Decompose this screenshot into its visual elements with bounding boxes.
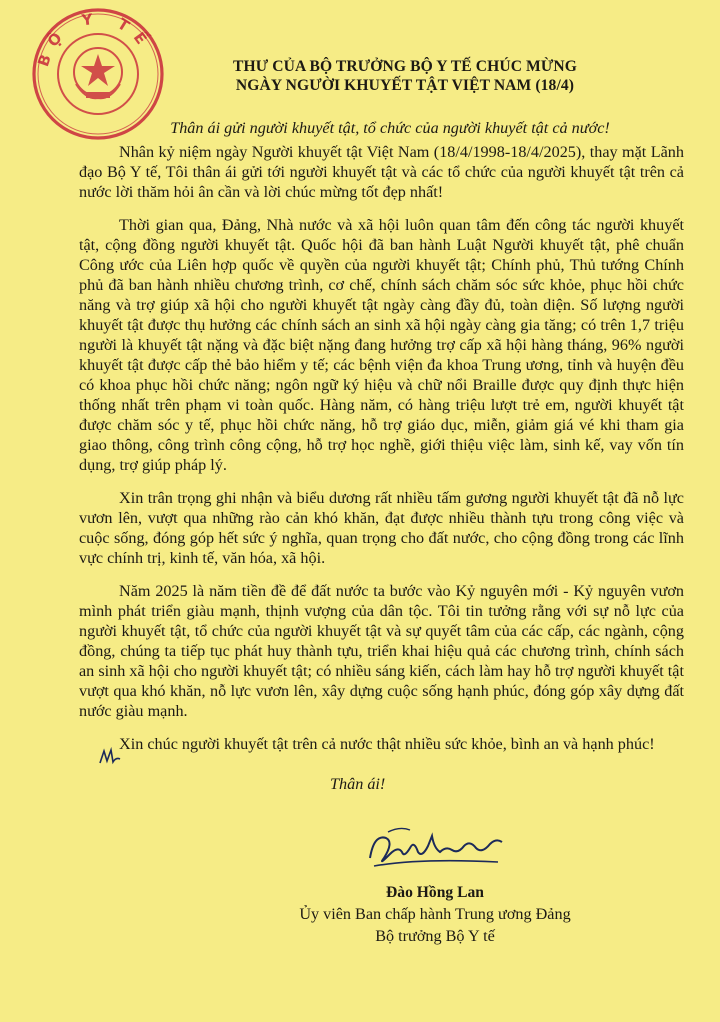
salutation: Thân ái gửi người khuyết tật, tổ chức của người khuyết tật cả nước! [170, 119, 610, 137]
signer-title: Ủy viên Ban chấp hành Trung ương Đảng [299, 905, 571, 923]
seal-text: BỘ Y TẾ [34, 9, 156, 69]
heading-line-1: THƯ CỦA BỘ TRƯỞNG BỘ Y TẾ CHÚC MỪNG [233, 58, 577, 75]
paragraph-3: Xin trân trọng ghi nhận và biểu dương rất nhiều tấm gương người khuyết tật đã nỗ lực vươn lên, vượt qua những rào cản khó khăn, đạt được nhiều thành tựu trong công việc và cuộc sống, đóng góp hết sức ý nghĩa, quan trọng cho đất nước, cho cộng đồng trong các lĩnh vực chính trị, kinh tế, văn hóa, xã hội. [79, 489, 684, 567]
emblem-icon [74, 48, 122, 98]
letter-heading [170, 57, 640, 95]
closing-greeting: Thân ái! [330, 775, 386, 793]
signer-name: Đào Hồng Lan [386, 884, 484, 901]
initials-mark [98, 747, 122, 767]
signer-position: Bộ trưởng Bộ Y tế [375, 927, 495, 945]
paragraph-1: Nhân kỷ niệm ngày Người khuyết tật Việt Nam (18/4/1998-18/4/2025), thay mặt Lãnh đạo Bộ Y tế, Tôi thân ái gửi tới người khuyết tật và các tổ chức của người khuyết tật trên cả nước lời thăm hỏi ân cần và lời chúc mừng tốt đẹp nhất! [79, 143, 684, 201]
heading-line-2: NGÀY NGƯỜI KHUYẾT TẬT VIỆT NAM (18/4) [235, 77, 575, 94]
paragraph-4: Năm 2025 là năm tiền đề để đất nước ta bước vào Kỷ nguyên mới - Kỷ nguyên vươn mình phát triển giàu mạnh, thịnh vượng của dân tộc. Tôi tin tưởng rằng với sự nỗ lực của người khuyết tật, tổ chức của người khuyết tật và sự quyết tâm của các cấp, các ngành, cộng đồng, chúng ta tiếp tục phát huy thành tựu, triển khai hiệu quả các chương trình, chính sách an sinh xã hội cho người khuyết tật; có nhiều sáng kiến, cách làm hay hỗ trợ người khuyết tật vượt qua khó khăn, nỗ lực vươn lên, xây dựng cuộc sống hạnh phúc, đóng góp xây dựng đất nước giàu mạnh. [79, 582, 684, 720]
paragraph-5: Xin chúc người khuyết tật trên cả nước thật nhiều sức khỏe, bình an và hạnh phúc! [119, 735, 655, 753]
handwritten-signature [360, 818, 510, 880]
paragraph-2: Thời gian qua, Đảng, Nhà nước và xã hội luôn quan tâm đến công tác người khuyết tật, cộng đồng người khuyết tật. Quốc hội đã ban hành Luật Người khuyết tật, phê chuẩn Công ước của Liên hợp quốc về quyền của người khuyết tật; Chính phủ, Thủ tướng Chính phủ đã ban hành nhiều chương trình, cơ chế, chính sách chăm sóc sức khỏe, phục hồi chức năng và trợ giúp xã hội cho người khuyết tật ngày càng đầy đủ, toàn diện. Số lượng người khuyết tật được thụ hưởng các chính sách an sinh xã hội ngày càng gia tăng; có trên 1,7 triệu người là khuyết tật nặng và đặc biệt nặng đang hưởng trợ cấp xã hội hàng tháng, 96% người khuyết tật được cấp thẻ bảo hiểm y tế; các bệnh viện đa khoa Trung ương, tỉnh và huyện đều có khoa phục hồi chức năng; ngôn ngữ ký hiệu và chữ nổi Braille được quy định thực hiện thống nhất trên phạm vi toàn quốc. Hàng năm, có hàng triệu lượt trẻ em, người khuyết tật được chăm sóc y tế, phục hồi chức năng, hỗ trợ giáo dục, miễn, giảm giá vé khi tham gia giao thông, công trình công cộng, hỗ trợ học nghề, giới thiệu việc làm, sinh kế, vay vốn tín dụng, trợ giúp pháp lý. [79, 216, 684, 474]
letter-body [79, 142, 684, 767]
